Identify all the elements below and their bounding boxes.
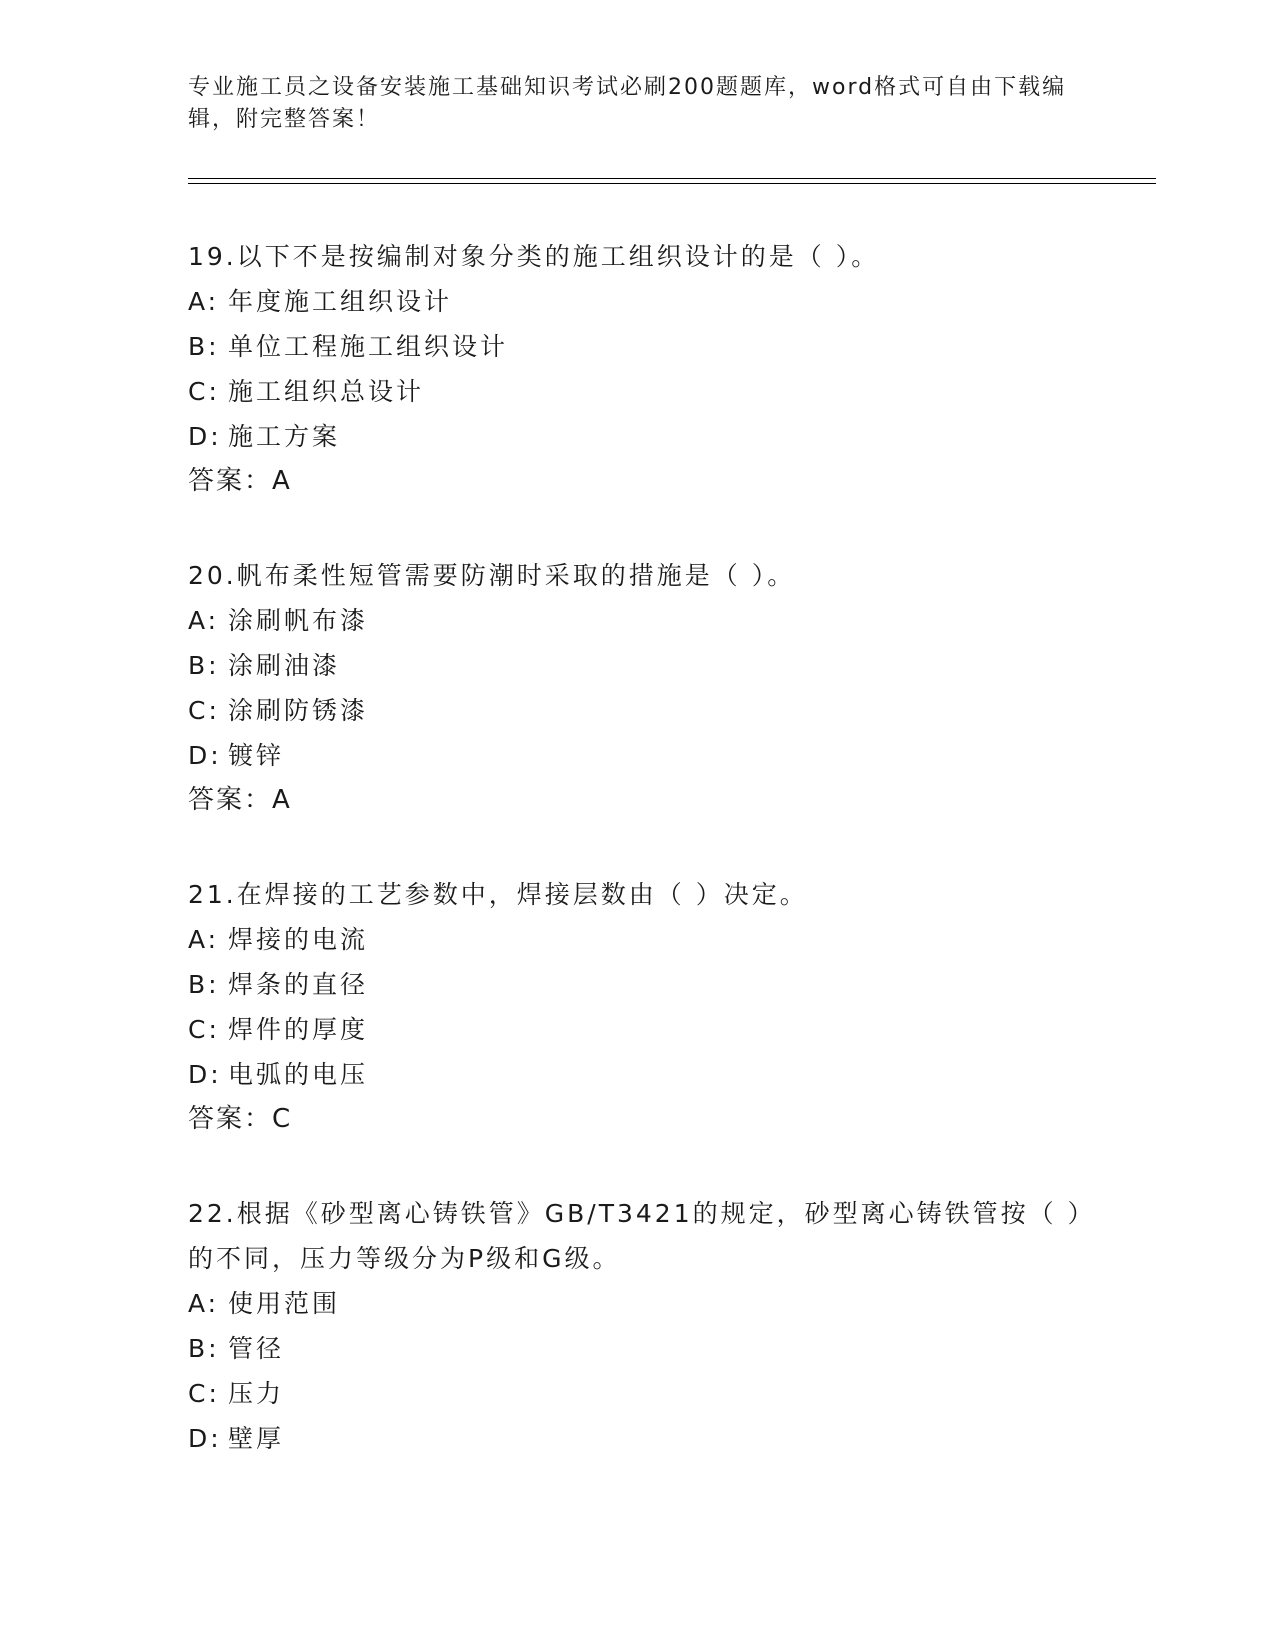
question-20 <box>188 553 1088 823</box>
option-d <box>188 733 1088 778</box>
option-d <box>188 414 1088 459</box>
header-divider-bottom <box>188 183 1156 184</box>
option-letter: B: <box>188 332 220 361</box>
option-letter: B: <box>188 651 220 680</box>
option-letter: A: <box>188 925 220 954</box>
option-text: 壁厚 <box>228 1424 285 1453</box>
option-b <box>188 324 1088 369</box>
answer-line: 答案：A <box>188 785 292 815</box>
option-b <box>188 962 1088 1007</box>
option-d <box>188 1052 1088 1097</box>
question-19 <box>188 234 1088 504</box>
option-d <box>188 1416 1088 1461</box>
option-letter: D: <box>188 1424 222 1453</box>
option-text: 涂刷帆布漆 <box>228 606 369 635</box>
option-letter: D: <box>188 422 222 451</box>
option-text: 单位工程施工组织设计 <box>228 332 509 361</box>
option-text: 年度施工组织设计 <box>228 287 453 316</box>
option-c <box>188 1371 1088 1416</box>
question-22 <box>188 1191 1088 1461</box>
option-text: 压力 <box>228 1379 285 1408</box>
option-letter: A: <box>188 606 220 635</box>
option-letter: A: <box>188 287 220 316</box>
option-a <box>188 598 1088 643</box>
option-text: 管径 <box>228 1334 285 1363</box>
option-c <box>188 688 1088 733</box>
option-b <box>188 1326 1088 1371</box>
option-letter: C: <box>188 696 220 725</box>
option-letter: C: <box>188 1379 220 1408</box>
answer-line: 答案：C <box>188 1104 293 1134</box>
option-text: 焊条的直径 <box>228 970 369 999</box>
option-a <box>188 279 1088 324</box>
question-stem: 21.在焊接的工艺参数中，焊接层数由（ ）决定。 <box>188 880 808 909</box>
option-c <box>188 1007 1088 1052</box>
option-letter: B: <box>188 1334 220 1363</box>
option-letter: C: <box>188 377 220 406</box>
option-text: 使用范围 <box>228 1289 341 1318</box>
question-stem: 19.以下不是按编制对象分类的施工组织设计的是（ ）。 <box>188 242 880 271</box>
option-text: 施工组织总设计 <box>228 377 425 406</box>
document-header: 专业施工员之设备安装施工基础知识考试必刷200题题库，word格式可自由下载编辑，附完整答案！ <box>188 75 1067 132</box>
option-b <box>188 643 1088 688</box>
option-text: 涂刷油漆 <box>228 651 341 680</box>
option-text: 涂刷防锈漆 <box>228 696 369 725</box>
option-letter: B: <box>188 970 220 999</box>
option-text: 焊接的电流 <box>228 925 369 954</box>
option-letter: C: <box>188 1015 220 1044</box>
option-text: 焊件的厚度 <box>228 1015 369 1044</box>
question-stem: 20.帆布柔性短管需要防潮时采取的措施是（ ）。 <box>188 561 796 590</box>
question-stem: 22.根据《砂型离心铸铁管》GB/T3421的规定，砂型离心铸铁管按（ ）的不同，压力等级分为P级和G级。 <box>188 1199 1084 1273</box>
option-c <box>188 369 1088 414</box>
option-a <box>188 917 1088 962</box>
option-text: 镀锌 <box>228 741 285 770</box>
option-letter: A: <box>188 1289 220 1318</box>
option-letter: D: <box>188 1060 222 1089</box>
option-text: 电弧的电压 <box>228 1060 369 1089</box>
header-divider-top <box>188 178 1156 179</box>
answer-line: 答案：A <box>188 466 292 496</box>
option-a <box>188 1281 1088 1326</box>
option-letter: D: <box>188 741 222 770</box>
question-21 <box>188 872 1088 1142</box>
option-text: 施工方案 <box>228 422 341 451</box>
